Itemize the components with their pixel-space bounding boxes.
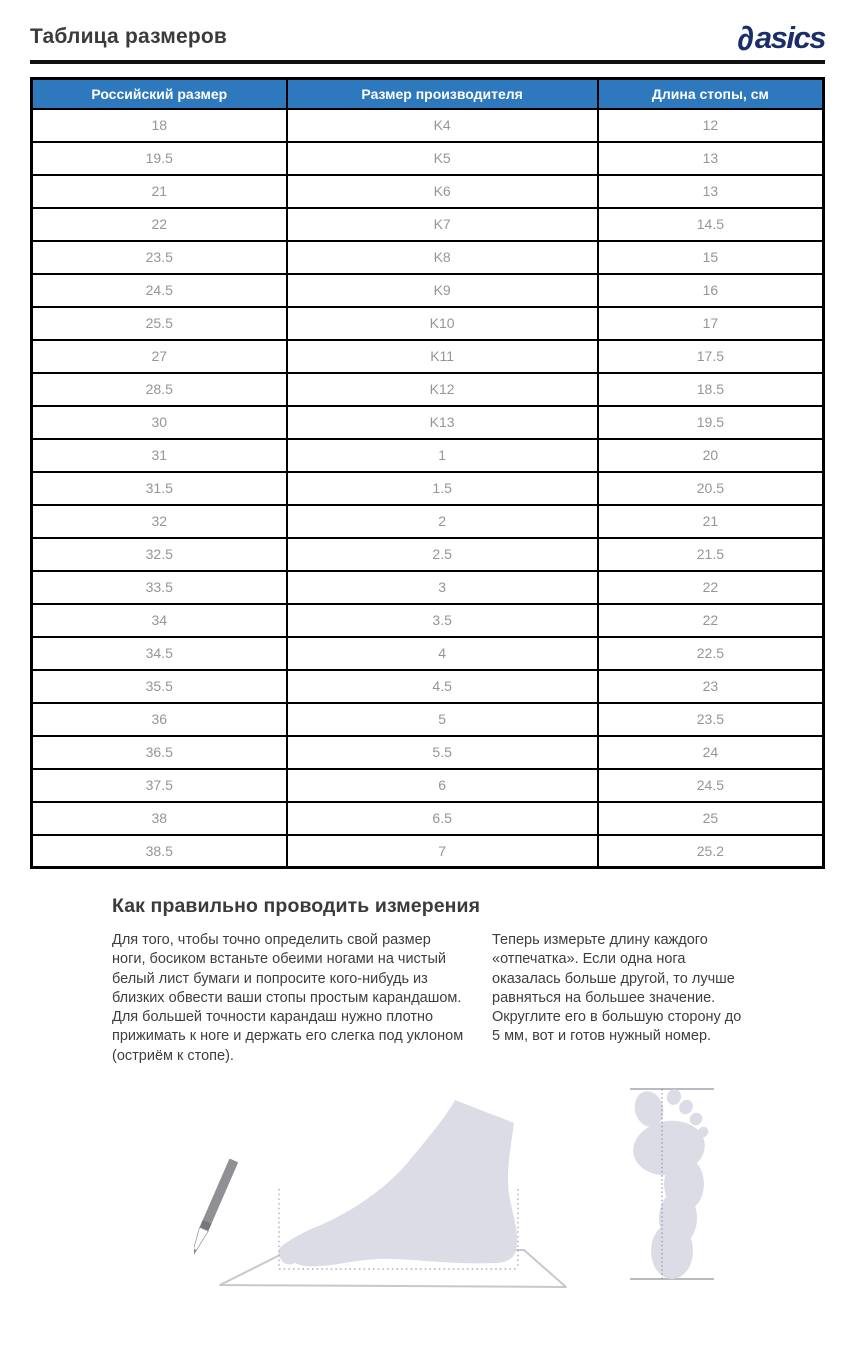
table-cell: 2.5 xyxy=(287,538,598,571)
table-cell: 36 xyxy=(32,703,287,736)
table-cell: K4 xyxy=(287,109,598,142)
table-cell: K8 xyxy=(287,241,598,274)
size-table-body xyxy=(32,109,824,868)
section-heading: Как правильно проводить измерения xyxy=(112,895,481,917)
table-cell: K6 xyxy=(287,175,598,208)
table-cell: 3 xyxy=(287,571,598,604)
table-row xyxy=(32,703,824,736)
instructions-columns xyxy=(112,931,740,1066)
table-row xyxy=(32,571,824,604)
table-cell: K5 xyxy=(287,142,598,175)
table-cell: K13 xyxy=(287,406,598,439)
table-row xyxy=(32,604,824,637)
table-cell: 35.5 xyxy=(32,670,287,703)
header-cell-russian-size: Российский размер xyxy=(32,79,287,109)
table-cell: 19.5 xyxy=(32,142,287,175)
table-cell: 21 xyxy=(598,505,824,538)
table-cell: 22 xyxy=(32,208,287,241)
table-cell: 19.5 xyxy=(598,406,824,439)
instructions-left: Для того, чтобы точно определить свой размер ноги, босиком встаньте обеими ногами на чистый белый лист бумаги и попросите кого-нибудь из близких обвести ваши стопы простым карандашом. Для большей точности карандаш нужно плотно прижимать к ноге и держать его слегка под уклоном (остриём к стопе). xyxy=(112,932,464,1064)
table-cell: 23.5 xyxy=(32,241,287,274)
header-cell-manufacturer-size: Размер производителя xyxy=(287,79,598,109)
table-cell: 21.5 xyxy=(598,538,824,571)
table-row xyxy=(32,175,824,208)
footprint-shape xyxy=(629,1087,710,1279)
title-divider xyxy=(30,60,825,64)
footprint-illustration xyxy=(628,1082,718,1297)
table-cell: 23.5 xyxy=(598,703,824,736)
table-row xyxy=(32,835,824,868)
table-row xyxy=(32,637,824,670)
table-row xyxy=(32,406,824,439)
table-cell: 14.5 xyxy=(598,208,824,241)
table-cell: 34.5 xyxy=(32,637,287,670)
table-cell: 5.5 xyxy=(287,736,598,769)
table-cell: 22 xyxy=(598,571,824,604)
table-cell: 24.5 xyxy=(598,769,824,802)
table-cell: 20.5 xyxy=(598,472,824,505)
header-cell-foot-length: Длина стопы, см xyxy=(598,79,824,109)
table-cell: 1 xyxy=(287,439,598,472)
table-cell: 25.2 xyxy=(598,835,824,868)
table-cell: 13 xyxy=(598,142,824,175)
table-cell: 32.5 xyxy=(32,538,287,571)
table-cell: 17.5 xyxy=(598,340,824,373)
table-cell: 20 xyxy=(598,439,824,472)
table-cell: K10 xyxy=(287,307,598,340)
asics-logo-text: asics xyxy=(754,20,825,55)
table-row xyxy=(32,208,824,241)
table-cell: 37.5 xyxy=(32,769,287,802)
table-cell: 32 xyxy=(32,505,287,538)
table-row xyxy=(32,439,824,472)
table-row xyxy=(32,340,824,373)
table-cell: 6.5 xyxy=(287,802,598,835)
table-row xyxy=(32,373,824,406)
table-cell: 21 xyxy=(32,175,287,208)
table-row xyxy=(32,802,824,835)
asics-logo xyxy=(737,20,825,58)
table-cell: 4.5 xyxy=(287,670,598,703)
page-title: Таблица размеров xyxy=(30,25,228,48)
table-row xyxy=(32,307,824,340)
table-cell: 30 xyxy=(32,406,287,439)
table-cell: 27 xyxy=(32,340,287,373)
size-table-header-row xyxy=(32,79,824,109)
table-row xyxy=(32,109,824,142)
table-cell: 4 xyxy=(287,637,598,670)
table-cell: K7 xyxy=(287,208,598,241)
instructions-right: Теперь измерьте длину каждого «отпечатка». Если одна нога оказалась больше другой, то лучше равняться на большее значение. Округлите его в большую сторону до 5 мм, вот и готов нужный номер. xyxy=(492,932,742,1045)
table-cell: 33.5 xyxy=(32,571,287,604)
table-cell: 13 xyxy=(598,175,824,208)
table-cell: 18.5 xyxy=(598,373,824,406)
table-row xyxy=(32,769,824,802)
table-cell: K12 xyxy=(287,373,598,406)
size-table xyxy=(30,77,825,869)
illustrations xyxy=(194,1082,740,1320)
table-cell: 15 xyxy=(598,241,824,274)
table-cell: 17 xyxy=(598,307,824,340)
table-row xyxy=(32,241,824,274)
table-row xyxy=(32,142,824,175)
table-row xyxy=(32,274,824,307)
table-cell: 31 xyxy=(32,439,287,472)
table-row xyxy=(32,736,824,769)
size-table-head xyxy=(32,79,824,109)
table-cell: 23 xyxy=(598,670,824,703)
table-cell: 38.5 xyxy=(32,835,287,868)
table-cell: 24.5 xyxy=(32,274,287,307)
table-cell: 1.5 xyxy=(287,472,598,505)
table-row xyxy=(32,538,824,571)
table-row xyxy=(32,505,824,538)
table-cell: K9 xyxy=(287,274,598,307)
table-cell: 25 xyxy=(598,802,824,835)
table-cell: 6 xyxy=(287,769,598,802)
table-row xyxy=(32,670,824,703)
table-cell: 22.5 xyxy=(598,637,824,670)
table-cell: 31.5 xyxy=(32,472,287,505)
asics-logo-mark-icon: ∂ xyxy=(737,20,754,58)
table-cell: 25.5 xyxy=(32,307,287,340)
table-cell: 28.5 xyxy=(32,373,287,406)
table-cell: 18 xyxy=(32,109,287,142)
page-header xyxy=(30,0,825,58)
table-cell: 24 xyxy=(598,736,824,769)
table-cell: 22 xyxy=(598,604,824,637)
measurement-section xyxy=(112,895,740,1320)
table-cell: 5 xyxy=(287,703,598,736)
table-cell: K11 xyxy=(287,340,598,373)
table-cell: 36.5 xyxy=(32,736,287,769)
table-row xyxy=(32,472,824,505)
foot-silhouette xyxy=(278,1100,517,1266)
pencil-icon xyxy=(194,1159,238,1262)
foot-tracing-illustration xyxy=(194,1082,574,1320)
table-cell: 38 xyxy=(32,802,287,835)
table-cell: 34 xyxy=(32,604,287,637)
table-cell: 7 xyxy=(287,835,598,868)
table-cell: 12 xyxy=(598,109,824,142)
table-cell: 3.5 xyxy=(287,604,598,637)
table-cell: 2 xyxy=(287,505,598,538)
table-cell: 16 xyxy=(598,274,824,307)
